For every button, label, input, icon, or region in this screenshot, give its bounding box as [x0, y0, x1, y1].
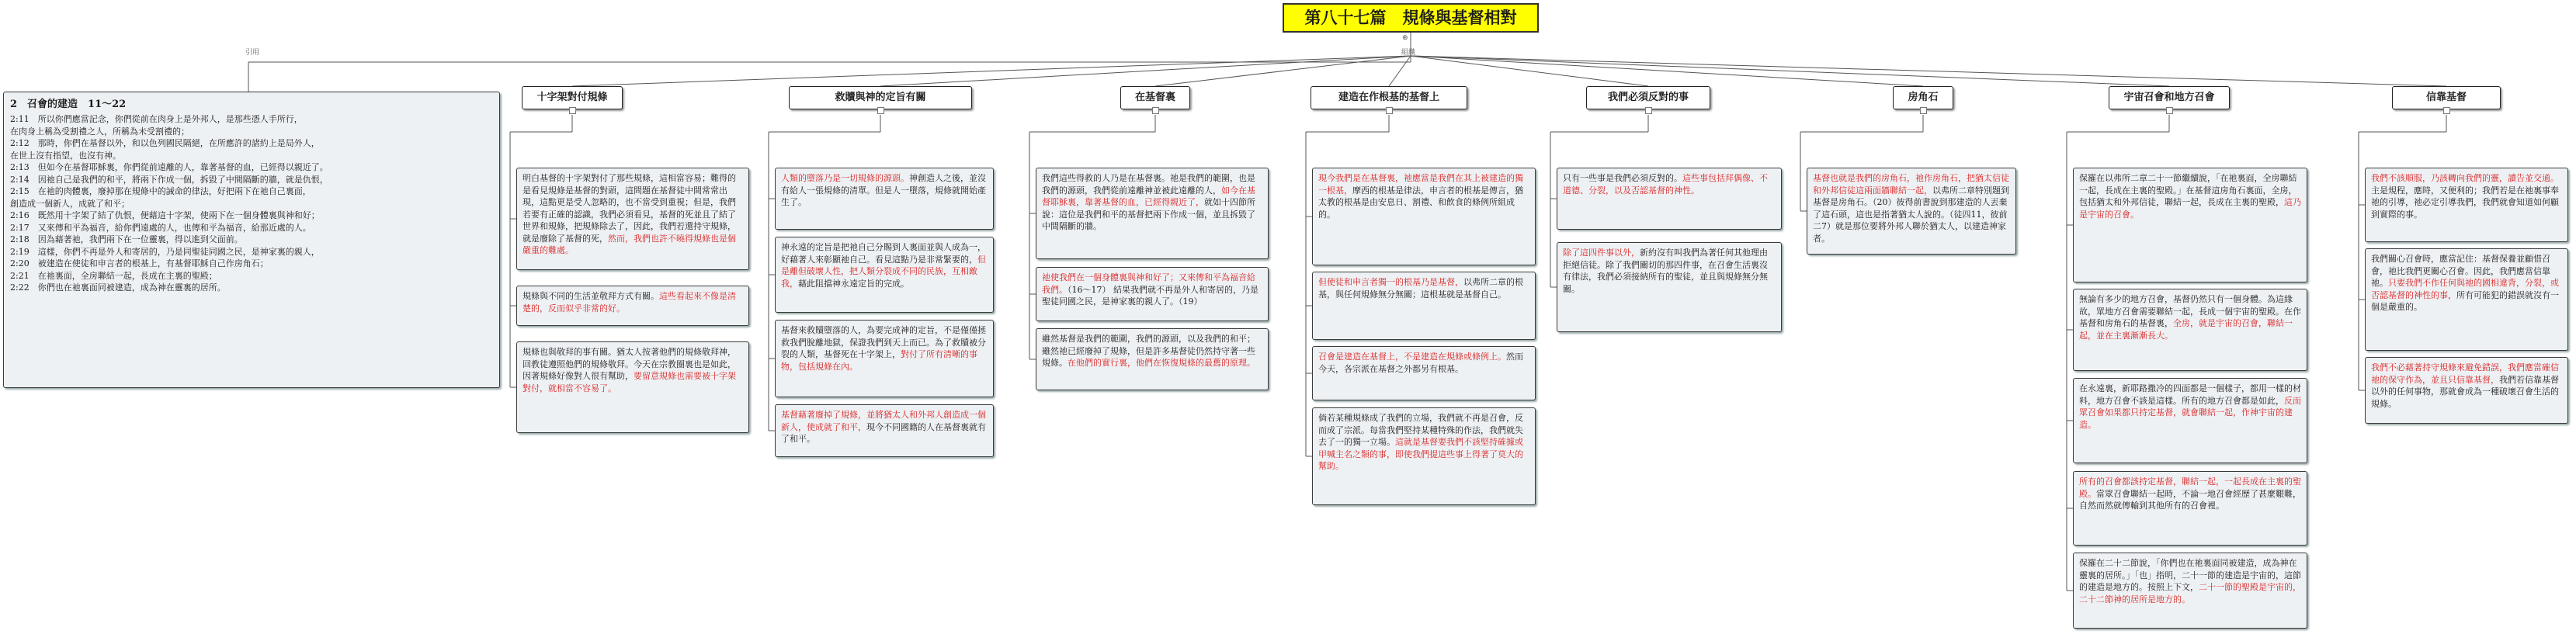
verse-line: 在肉身上稱為受割禮之人，所稱為未受割禮的；: [10, 126, 189, 137]
verse-line: 2:22 你們也在祂裏面同被建造，成為神在靈裏的居所。: [10, 282, 226, 293]
note-text: 祂使我們在一個身體裏與神和好了；又來傳和平為福音給我們。: [1042, 272, 1255, 295]
note-text: （16～17） 結果我們就不再是外人和寄居的，乃是聖徒同國之民，是神家裏的親人了。（19）: [1042, 284, 1258, 307]
note-card[interactable]: [1557, 168, 1782, 230]
section-header-label: 信靠基督: [2425, 92, 2467, 103]
note-text: 神永遠的定旨是把祂自己分賜到人裏面並與人成為一，好藉著人來彰顯祂自己。看見這點乃是非常緊要的，: [781, 242, 986, 265]
note-card[interactable]: [775, 404, 994, 457]
note-text: 但使徒和申言者獨一的根基乃是基督，: [1318, 277, 1463, 287]
note-text: 以弗所二章的根基，與任何規條無分無關；這根基就是基督自己。: [1318, 277, 1523, 300]
note-card[interactable]: [1312, 346, 1536, 400]
note-text: 但是離但破壞人性，把人類分裂成不同的民族，互相敵我，: [781, 254, 986, 289]
note-text: 倘若某種規條成了我們的立場，我們就不再是召會，反而成了宗派。每當我們堅持某種特殊的作法，我們就失去了一的獨一立場。: [1318, 413, 1523, 447]
verse-line: 2:11 所以你們應當記念，你們從前在肉身上是外邦人，是那些憑人手所行，: [10, 114, 303, 124]
note-card[interactable]: [775, 168, 994, 230]
link-label-main: 組織: [1401, 49, 1416, 57]
section-header[interactable]: [1120, 86, 1190, 109]
verse-line: 創造成一個新人，成就了和平；: [10, 198, 130, 209]
note-text: 然而，我們也許不曉得規條也是個嚴重的難處。: [522, 233, 736, 255]
collapse-toggle-icon[interactable]: [877, 107, 884, 114]
verse-line: 2:20 被建造在使徒和申言者的根基上，有基督耶穌自己作房角石；: [10, 258, 269, 269]
note-text: 當眾召會聯結一起時，不論一地召會經歷了甚麼艱難，自然而然就傳輸到其他所有的召會裡。: [2079, 488, 2301, 511]
verse-line: 2:19 這樣，你們不再是外人和寄居的，乃是同聖徒同國之民，是神家裏的親人，: [10, 246, 320, 257]
verse-line: 在世上沒有指望，也沒有神。: [10, 150, 121, 161]
note-text: 以弗所二章特別題到基督是房角石。（20）彼得前書說到那建造的人丟棄了這石頭，這也是指著猶太人說的。（徒四11，彼前二7）就是那位要將外邦人聯於猶太人，以建造神家者。: [1813, 185, 2009, 244]
scripture-note[interactable]: [3, 92, 500, 388]
connector: [1411, 56, 1923, 86]
scripture-title: 2 召會的建造 11～22: [10, 99, 127, 110]
note-text: 二十一節的聖殿是宇宙的，二十二節神的居所是地方的。: [2079, 582, 2301, 605]
note-text: 基督來救贖墮落的人，為要完成神的定旨，不是僅僅拯救我們脫離地獄，保證我們到天上而已。為了救贖被分裂的人類，基督死在十字架上，: [781, 325, 986, 359]
note-card[interactable]: [516, 168, 749, 270]
connector: [880, 56, 1411, 86]
note-text: 保羅在二十二節說，「你們也在祂裏面同被建造，成為神在靈裏的居所。」「也」指明，二十一節的建造是宇宙的，這節的建造是地方的。按照上下文，: [2079, 558, 2301, 592]
section-header-label: 救贖與神的定旨有關: [835, 92, 926, 103]
section-header[interactable]: [2392, 86, 2501, 109]
note-text: 所有可能犯的錯誤就沒有一個是嚴重的。: [2371, 289, 2559, 312]
root-marker-icon: ⊕: [1402, 34, 1408, 42]
note-text: 所有的召會都該持定基督，聯結一起，一起長成在主裏的聖殿。: [2079, 476, 2301, 499]
note-card[interactable]: [2073, 289, 2307, 371]
verse-line: 2:17 又來傳和平為福音，給你們遠處的人，也傳和平為福音，給那近處的人。: [10, 222, 311, 233]
note-card[interactable]: [516, 286, 749, 326]
note-text: 只有一些事是我們必須反對的。: [1563, 173, 1682, 183]
note-card[interactable]: [2073, 471, 2307, 546]
section-header-label: 我們必須反對的事: [1607, 92, 1689, 103]
connector: [1411, 56, 2446, 86]
note-text: 基督也就是我們的房角石，祂作房角石，把猶太信徒和外邦信徒這兩面牆聯結一起，: [1813, 173, 2009, 196]
note-text: 神創造人之後，並沒有給人一張規條的清單。但是人一墮落，規條就開始產生了。: [781, 173, 986, 207]
verse-line: 2:16 既然用十字架了結了仇恨，便藉這十字架，使兩下在一個身體裏與神和好；: [10, 210, 320, 220]
note-card[interactable]: [1036, 267, 1269, 321]
section-header[interactable]: [789, 86, 972, 109]
verse-line: 2:21 在祂裏面，全房聯結一起，長成在主裏的聖殿；: [10, 270, 217, 281]
note-text: 雖然基督是我們的範圍，我們的源頭，以及我們的和平；雖然祂已經廢掉了規條，但是許多基督徒仍然持守著一些規條。: [1042, 334, 1255, 368]
note-text: 然而今天，各宗派在基督之外都另有根基。: [1318, 352, 1523, 374]
collapse-toggle-icon[interactable]: [1152, 107, 1159, 114]
note-text: 這乃是宇宙的召會。: [2079, 197, 2301, 220]
verse-line: 2:15 在祂的肉體裏，廢掉那在規條中的誡命的律法，好把兩下在祂自己裏面，: [10, 186, 311, 196]
note-text: 人類的墮落乃是一切規條的源頭。: [781, 173, 909, 183]
note-card[interactable]: [775, 237, 994, 313]
note-text: 這些看起來不像是清楚的，反而似乎非常的好。: [522, 291, 736, 314]
note-text: 藉此阻擋神永遠定旨的完成。: [798, 278, 909, 289]
note-card[interactable]: [1312, 407, 1536, 505]
note-text: 只要我們不作任何與祂的國相違背，分裂，或否認基督的神性的事，: [2371, 278, 2559, 300]
note-card[interactable]: [2073, 168, 2307, 282]
note-card[interactable]: [2365, 168, 2568, 242]
note-text: 規條也與敬拜的事有關。猶太人按著他們的規條敬拜神，回教徒遵照他們的規條敬拜。今天在宗教圈裏也是如此，因著規條好像對人很有幫助，: [522, 347, 736, 381]
note-text: 摩西的根基是律法，申言者的根基是傳言，猶太教的根基是由安息日、割禮、和飲食的條例所組成的。: [1318, 185, 1523, 220]
collapse-toggle-icon[interactable]: [569, 107, 576, 114]
note-text: 就如十四節所說：這位是我們和平的基督把兩下作成一個，並且拆毀了中間隔斷的牆。: [1042, 197, 1255, 231]
connector: [1389, 56, 1411, 86]
note-text: 無論有多少的地方召會，基督仍然只有一個身體。為這緣故，眾地方召會需要聯結一起，長成一個宇宙的聖殿。在作基督和房角石的基督裏，: [2079, 294, 2301, 328]
note-text: 新約沒有叫我們為著任何其他理由拒絕信徒。除了我們關切的那四件事，在召會生活裏沒有律法，我們必須接納所有的聖徒，並且與規條無分無關。: [1563, 248, 1768, 294]
verse-line: 2:14 因祂自己是我們的和平，將兩下作成一個，拆毀了中間隔斷的牆，就是仇恨，: [10, 174, 328, 185]
section-header-label: 在基督裏: [1134, 92, 1175, 103]
note-text: 對付了所有清晰的事物，包括規條在內。: [781, 349, 977, 372]
note-card[interactable]: [1036, 168, 1269, 259]
section-header[interactable]: [1586, 86, 1710, 109]
note-text: 如今在基督耶穌裏，靠著基督的血，已經得親近了，: [1042, 185, 1255, 207]
note-text: 保羅在以弗所二章二十一節繼續說，「在祂裏面，全房聯結一起，長成在主裏的聖殿。」在基督這房角石裏面，全房，包括猶太和外邦信徒，聯結一起，長成在主裏的聖殿，: [2079, 173, 2297, 207]
note-card[interactable]: [1557, 242, 1782, 332]
note-text: 現今我們是在基督裏，祂應當是我們在其上被建造的獨一根基，: [1318, 173, 1523, 196]
collapse-toggle-icon[interactable]: [1920, 107, 1927, 114]
note-text: 我們若信靠基督以外的任何事物，那就會成為一種破壞召會生活的規條。: [2371, 374, 2559, 409]
section-header-label: 十字架對付規條: [536, 92, 608, 103]
note-text: 基督藉著廢掉了規條，並將猶太人和外邦人創造成一個新人，使成就了和平，: [781, 410, 986, 432]
root-topic[interactable]: 第八十七篇 規條與基督相對: [1283, 3, 1539, 33]
note-text: 明白基督的十字架對付了那些規條，這相當容易；難得的是看見規條是基督的對頭，這問題在基督徒中間常常出現，這點更是受人忽略的，也不當受到重視；但是，我們若要有正確的認識，我們必須看見，基督的死並且了結了世界和規條，把規條除去了，因此，我們若還持守規條，就是廢除了基督的死，: [522, 173, 736, 244]
note-text: 全房，就是宇宙的召會，聯結一起，並在主裏漸漸長大。: [2079, 318, 2293, 341]
collapse-toggle-icon[interactable]: [1386, 107, 1393, 114]
section-header[interactable]: [1311, 86, 1467, 109]
note-text: 我們不必藉著持守規條來避免錯誤，我們應當確信祂的保守作為，並且只信靠基督，: [2371, 362, 2559, 385]
note-text: 我們關心召會時，應當記住：基督保養並顧惜召會，祂比我們更關心召會。因此，我們應當信靠祂。: [2371, 254, 2550, 288]
verse-line: 2:12 那時，你們在基督以外，和以色列國民隔絕，在所應許的諸約上是局外人，: [10, 138, 320, 148]
note-text: 召會是建造在基督上，不是建造在規條或條例上。: [1318, 352, 1506, 362]
note-card[interactable]: [516, 341, 749, 433]
note-text: 這些事包括拜偶像、不道德、分裂，以及否認基督的神性。: [1563, 173, 1768, 196]
section-header[interactable]: [1893, 86, 1953, 109]
note-card[interactable]: [1312, 272, 1536, 340]
section-header-label: 建造在作根基的基督上: [1338, 92, 1439, 103]
section-header-label: 房角石: [1908, 92, 1939, 103]
verse-line: 2:13 但如今在基督耶穌裏，你們從前遠離的人，靠著基督的血，已經得以親近了。: [10, 162, 328, 172]
collapse-toggle-icon[interactable]: [2166, 107, 2173, 114]
note-text: 這就是基督要我們不該堅持確據或甲喊主名之類的事，即使我們提這些事上得著了莫大的幫助。: [1318, 437, 1523, 471]
note-text: 在永遠裏，新耶路撒冷的四面都是一個樣子，都用一樣的材料，地方召會不該是這樣。所有的地方召會都是如此，: [2079, 383, 2301, 406]
note-text: 反而眾召會如果都只持定基督，就會聯結一起，作神宇宙的建造。: [2079, 395, 2301, 430]
note-card[interactable]: [2365, 248, 2568, 351]
note-card[interactable]: [1036, 328, 1269, 390]
section-header[interactable]: [522, 86, 623, 109]
verse-line: 2:18 因為藉著祂，我們兩下在一位靈裏，得以進到父面前。: [10, 234, 243, 244]
note-card[interactable]: [1312, 168, 1536, 265]
note-text: 現今不同國籍的人在基督裏就有了和平。: [781, 421, 986, 444]
note-text: 我們不該順服，乃該轉向我們的靈，讀告並交通。: [2371, 173, 2559, 183]
collapse-toggle-icon[interactable]: [2443, 107, 2450, 114]
note-text: 在他們的實行裏，他們在恢復規條的最舊的原理。: [1068, 358, 1255, 368]
note-card[interactable]: [2073, 378, 2307, 463]
collapse-toggle-icon[interactable]: [1645, 107, 1652, 114]
note-text: 除了這四件事以外，: [1563, 248, 1640, 258]
section-header[interactable]: [2109, 86, 2230, 109]
link-label-left: 引用: [245, 49, 260, 57]
note-card[interactable]: [1807, 168, 2016, 255]
section-header-label: 宇宙召會和地方召會: [2123, 92, 2215, 103]
note-text: 我們這些得救的人乃是在基督裏。祂是我們的範圍，也是我們的源頭，我們從前遠離神並被此遠離的人，: [1042, 173, 1255, 196]
note-card[interactable]: [775, 320, 994, 397]
note-text: 要留意規條也需要被十字架對付，就相當不容易了。: [522, 371, 736, 393]
note-card[interactable]: [2365, 357, 2568, 424]
note-card[interactable]: [2073, 553, 2307, 629]
connector: [1411, 56, 2169, 86]
note-text: 規條與不同的生活並敬拜方式有關。: [522, 291, 659, 301]
note-text: 主是規程，應時，又便利的；我們若是在祂裏事奉祂的引導，祂必定引導我們，我們就會知道如何顧到實際的事。: [2371, 185, 2559, 220]
